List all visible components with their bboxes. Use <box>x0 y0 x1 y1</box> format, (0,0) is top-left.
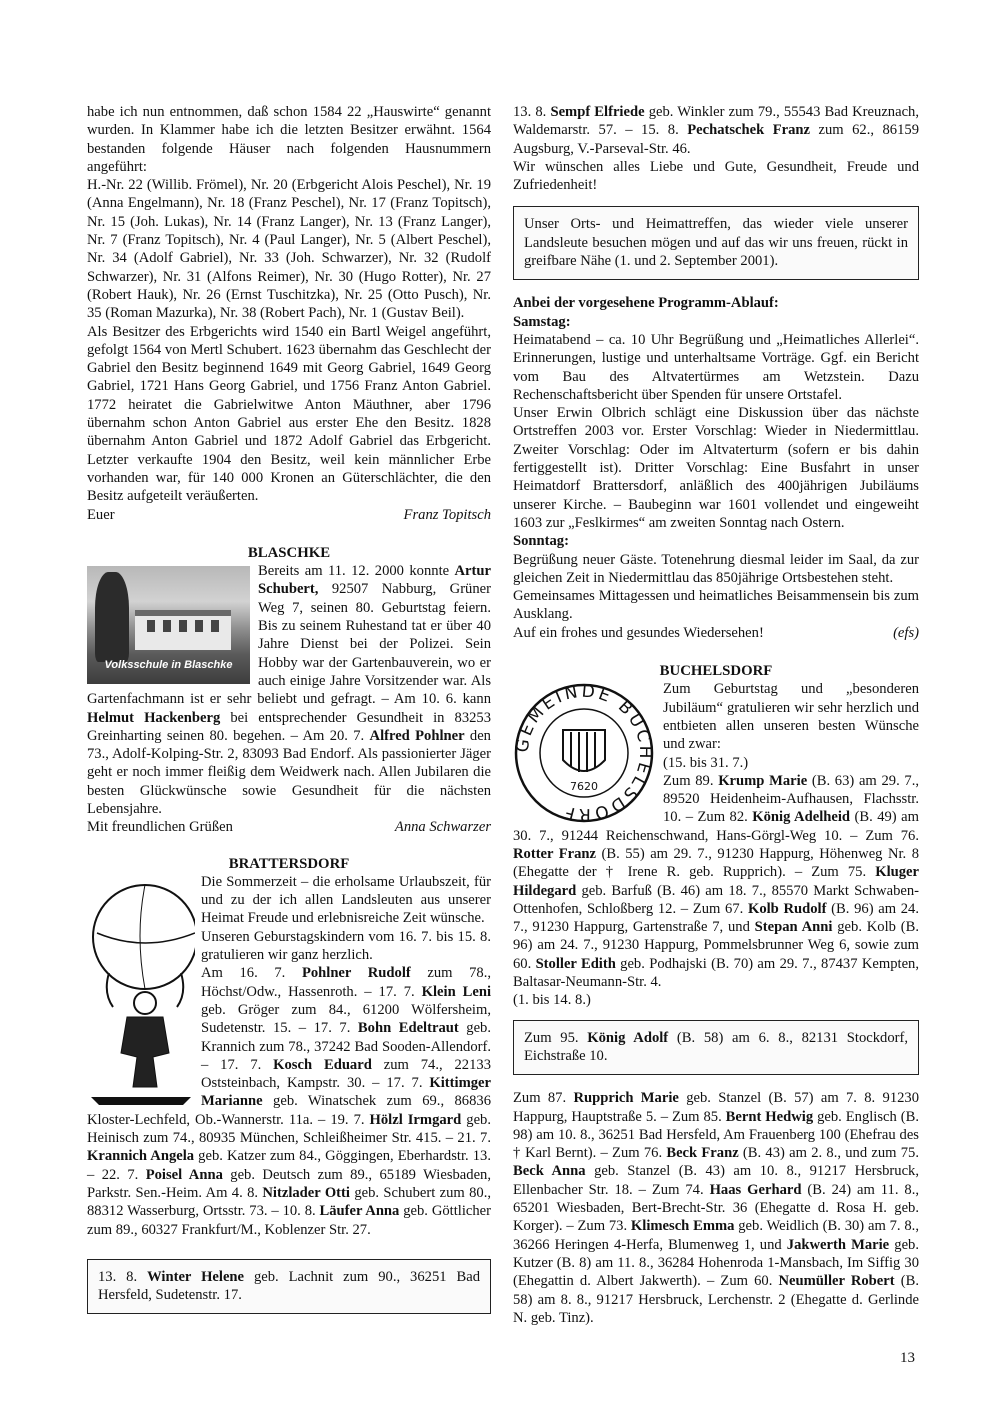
buchelsdorf-intro: Zum Geburtstag und „besonderen Jubiläum“ gratulieren wir sehr herzlich und entbieten allen unseren besten Wünsche und zwar: <box>663 681 919 753</box>
volksschule-photo <box>87 566 250 684</box>
buchelsdorf-seal <box>513 682 655 824</box>
koenig-adolf-box: Zum 95. König Adolf (B. 58) am 6. 8., 82131 Stockdorf, Eichstraße 10. <box>513 1020 919 1076</box>
left-column <box>87 103 491 1314</box>
sonntag-paragraph-1: Begrüßung neuer Gäste. Totenehrung diesmal leider im Saal, da zur gleichen Zeit in Niedermittlau das 850jährige Ortsbestehen steht. <box>513 551 919 586</box>
buchelsdorf-section <box>513 680 919 1327</box>
svg-text:7620: 7620 <box>570 780 598 794</box>
page-number: 13 <box>900 1350 915 1366</box>
signature-schwarzer: Mit freundlichen Grüßen Anna Schwarzer <box>87 819 491 836</box>
erbgericht-paragraph: Als Besitzer des Erbgerichts wird 1540 ein Bartl Weigel angeführt, gefolgt 1564 von Mertl Schubert. 1623 übernahm das Geschlecht der Gabriel den Besitz beginnend 1649 mit Georg Gabriel, 1649 Georg Gabriel, 1721 Hans Georg Gabriel, und 1756 Franz Anton Gabriel. 1772 heiratet die Gabrielwitwe Anton Mäuthner, aber 1796 übernahm schon Anton Gabriel aus erster Ehe den Besitz. 1828 übernahm Anton Gabriel und 1872 Adolf Gabriel das Erbgericht. Letzter verkaufte 1904 den Besitz, weil kein männlicher Erbe vorhanden war, für 140 000 Kronen an Güterschlächter, die den Besitz aufgeteilt veräußerten. <box>87 323 491 505</box>
range-august: (1. bis 14. 8.) <box>513 992 591 1009</box>
samstag-label: Samstag: <box>513 313 571 330</box>
buchelsdorf-birthdays-july: Zum 89. Krump Marie (B. 63) am 29. 7., 89520 Heidenheim-Aufhausen, Flachsstr. 10. – Zum 82. König Adelheid (B. 49) am 30. 7., 91244 Reichenschwand, Hans-Görgl-Weg 10. – Zum 76. Rotter Franz (B. 55) am 29. 7., 91230 Happurg, Höhenweg Nr. 8 (Ehegatte der † Irene R. geb. Rupprich). – Zum 75. Kluger Hildegard geb. Barfuß (B. 46) am 18. 7., 85570 Markt Schwaben-Ottenhofen, Schloßberg 12. – Zum 67. Kolb Rudolf (B. 96) am 24. 7., 91230 Happurg, Gartenstraße 7, und Stepan Anni geb. Kolb (B. 96) am 24. 7., 91230 Happurg, Pommelsbrunner Weg 6, sowie zum 60. Stoller Edith geb. Podhajski (B. 70) am 29. 7., 87437 Kempten, Baltasar-Neumann-Str. 4. <box>513 772 919 991</box>
buchelsdorf-birthdays-august: Zum 87. Rupprich Marie geb. Stanzel (B. 57) am 7. 8. 91230 Happurg, Hauptstraße 5. – Zum 85. Bernt Hedwig geb. Englisch (B. 98) am 10. 8., 36251 Bad Hersfeld, Am Frauenberg 100 (Ehefrau des † Karl Bernt). – Zum 76. Beck Franz (B. 43) am 2. 8., und zum 75. Beck Anna geb. Stanzel (B. 43) am 10. 8., 91217 Hersbruck, Ellenbacher Str. 18. – Zum 74. Haas Gerhard (B. 24) am 11. 8., 65201 Wiesbaden, Bert-Brecht-Str. 36 (Ehegatte d. Rosa H. geb. Korger). – Zum 73. Klimesch Emma geb. Weidlich (B. 30) am 7. 8., 36266 Heringen 4-Herfa, Blumenweg 1, und Jakwerth Marie geb. Kutzer (B. 8) am 11. 8., 36284 Hohenroda 1-Mansbach, Im Siffig 30 (Ehegattin d. Albert Jakwerth). – Zum 60. Neumüller Robert (B. 58) am 8. 8., 91217 Hersbruck, Lerchenstr. 2 (Ehegatte d. Gerlinde N. geb. Tinz). <box>513 1090 920 1326</box>
winter-helene-box: 13. 8. Winter Helene geb. Lachnit zum 90., 36251 Bad Hersfeld, Sudetenstr. 17. <box>87 1259 491 1315</box>
blaschke-paragraph: Bereits am 11. 12. 2000 konnte Artur Schubert, 92507 Nabburg, Grüner Weg 7, seinen 80. Geburtstag feiern. Bis zu seinem Ruhestand tat er über 40 Jahre Dienst bei der Polizei. Sein Hobby war der Gartenbauverein, wo er auch einige Jahre Vorsitzender war. Als Gartenfachmann ist er sehr beliebt und gefragt. – Am 10. 6. kann Helmut Hackenberg bei entsprechender Gesundheit in 83253 Greinharting seinen 80. begehen. – Am 20. 7. Alfred Pohlner den 73., Adolf-Kolping-Str. 2, 83093 Bad Endorf. Als passionierter Jäger geht er noch immer fleißig dem Weidwerk nach. Allen Jubilaren die besten Glückwünsche sowie Gesundheit für die nächsten Lebensjahre. <box>87 563 492 817</box>
photo-caption: Volksschule in Blaschke <box>104 658 233 671</box>
sonntag-label: Sonntag: <box>513 533 569 550</box>
samstag-paragraph-1: Heimatabend – ca. 10 Uhr Begrüßung und „Heimatliches Allerlei“. Erinnerungen, lustige und unterhaltsame Vorträge. Ggf. ein Bericht vom Bau des Altvatertürmes am Wetzstein. Dazu Rechenschaftsbericht über Spenden für unsere Ortstafel. <box>513 331 919 403</box>
svg-text:GEMEINDE BUCHELSDORF: GEMEINDE BUCHELSDORF <box>513 682 655 825</box>
blaschke-section <box>87 562 491 836</box>
intro-paragraph: habe ich nun entnommen, daß schon 1584 22 „Hauswirte“ genannt wurden. In Klammer habe ich die letzten Besitzer erwähnt. 1564 bestanden folgende Häuser nach folgenden Hausnummern angeführt: <box>87 104 491 175</box>
sonntag-paragraph-2: Gemeinsames Mittagessen und heimatliches Beisammensein bis zum Ausklang. <box>513 588 919 623</box>
brattersdorf-birthdays: Am 16. 7. Pohlner Rudolf zum 78., Höchst/Odw., Hassenroth. – 17. 7. Klein Leni geb. Gröger zum 84., 61200 Wölfersheim, Sudetenstr. 15. – 17. 7. Bohn Edeltraut geb. Krannich zum 78., 37242 Bad Sooden-Allendorf. – 17. 7. Kosch Eduard zum 74., 22133 Oststeinbach, Kampstr. 30. – 17. 7. Kittimger Marianne geb. Winatschek zum 69., 86836 Kloster-Lechfeld, Ob.-Wannerstr. 11a. – 19. 7. Hölzl Irmgard geb. Heinisch zum 74., 80935 München, Schleißheimer Str. 415. – 21. 7. Krannich Angela geb. Katzer zum 84., Göggingen, Eberhardstr. 13. – 22. 7. Poisel Anna geb. Deutsch zum 89., 65189 Wiesbaden, Parkstr. Sen.-Heim. Am 4. 8. Nitzlader Otti geb. Schubert zum 80., 88312 Wasserburg, Ortsstr. 73. – 10. 8. Läufer Anna geb. Göttlicher zum 89., 60327 Frankfurt/M., Koblenzer Str. 27. <box>87 965 492 1238</box>
ortstreffen-box: Unser Orts- und Heimattreffen, das wieder viele unserer Landsleute besuchen mögen und auf das wir uns freuen, rückt in greifbare Nähe (1. und 2. September 2001). <box>513 206 919 280</box>
signature-topitsch: Euer Franz Topitsch <box>87 506 491 523</box>
brattersdorf-continued: 13. 8. Sempf Elfriede geb. Winkler zum 79., 55543 Bad Kreuznach, Waldemarstr. 57. – 15. 8. Pechatschek Franz zum 62., 86159 Augsburg, V.-Parseval-Str. 46. <box>513 104 919 157</box>
wish-paragraph: Wir wünschen alles Liebe und Gute, Gesundheit, Freude und Zufriedenheit! <box>513 158 919 194</box>
heading-brattersdorf: BRATTERSDORF <box>228 855 350 872</box>
brattersdorf-section <box>87 873 491 1239</box>
signature-efs: Auf ein frohes und gesundes Wiedersehen! (efs) <box>513 624 919 641</box>
programm-heading: Anbei der vorgesehene Programm-Ablauf: <box>513 295 779 312</box>
brattersdorf-greeting: Unseren Geburstagskindern vom 16. 7. bis 15. 8. gratulieren wir ganz herzlich. <box>201 928 491 964</box>
brattersdorf-intro: Die Sommerzeit – die erholsame Urlaubszeit, für und zu der ich allen Landsleuten aus unserer Heimat Freude und erlebnisreiche Zeit wünsche. <box>201 873 491 927</box>
heading-buchelsdorf: BUCHELSDORF <box>659 663 773 680</box>
samstag-paragraph-2: Unser Erwin Olbrich schlägt eine Diskussion über das nächste Ortstreffen 2003 vor. Erster Vorschlag: Wieder in Niedermittlau. Zweiter Vorschlag: Oder im Altvaterturm (sofern er bis dahin fertiggestellt ist). Dritter Vorschlag: Eine Busfahrt in unser Heimatdorf Brattersdorf, anläßlich des 400jährigen Jubiläums unserer Kirche. – Baubeginn war 1601 vollendet und eingeweiht 1603 zur „Feslkirmes“ am zweiten Sonntag nach Ostern. <box>513 405 919 531</box>
right-column <box>513 103 919 1327</box>
heading-blaschke: BLASCHKE <box>247 544 331 561</box>
house-list-paragraph: H.-Nr. 22 (Willib. Frömel), Nr. 20 (Erbgericht Alois Peschel), Nr. 19 (Anna Engelmann), Nr. 18 (Franz Peschel), Nr. 17 (Franz Topitsch), Nr. 15 (Joh. Lukas), Nr. 14 (Franz Langer), Nr. 13 (Franz Langer), Nr. 7 (Franz Topitsch), Nr. 4 (Paul Langer), Nr. 5 (Albert Peschel), Nr. 34 (Adolf Gabriel), Nr. 33 (Joh. Schwarzer), Nr. 32 (Rudolf Schwarzer), Nr. 31 (Alfons Reimer), Nr. 30 (Hugo Rotter), Nr. 27 (Robert Hauk), Nr. 26 (Ernst Tuschitzka), Nr. 25 (Otto Pusch), Nr. 35 (Roman Mazurka), Nr. 38 (Robert Pach), Nr. 1 (Gustav Beil). <box>87 177 491 322</box>
range-july: (15. bis 31. 7.) <box>663 754 749 771</box>
atlas-statue-illustration <box>87 875 195 1107</box>
